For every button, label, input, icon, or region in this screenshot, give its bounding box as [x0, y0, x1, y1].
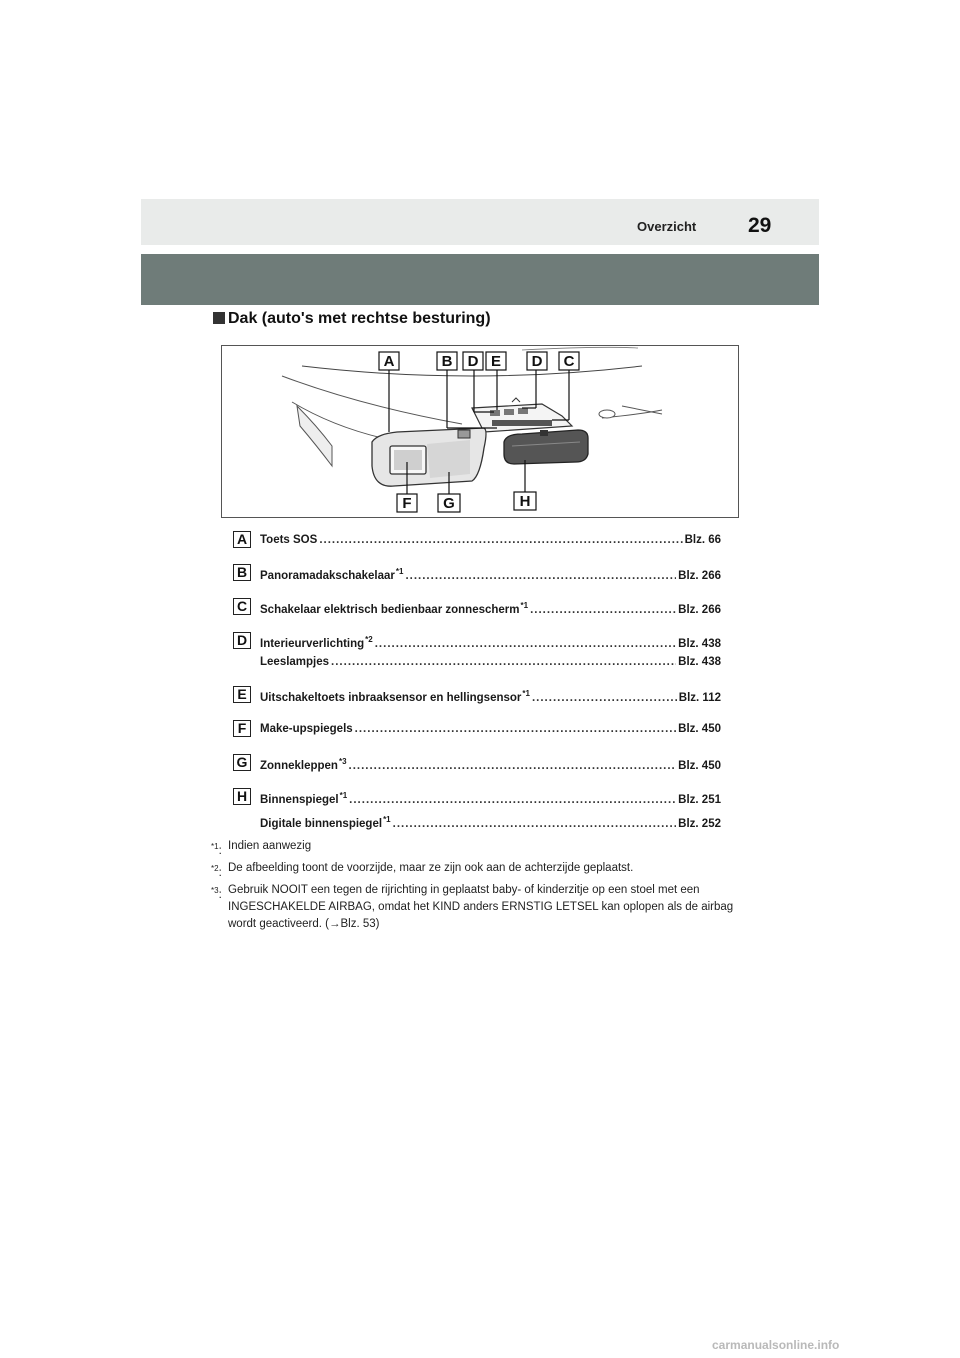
entry-row — [260, 656, 721, 672]
svg-text:F: F — [402, 495, 412, 512]
footnote-text: De afbeelding toont de voorzijde, maar ze zijn ook aan de achterzijde geplaatst. — [228, 862, 634, 874]
figure-label-g — [438, 494, 460, 512]
page-ref-link[interactable]: Blz. 450 — [678, 723, 721, 735]
figure-label-h — [514, 492, 536, 510]
watermark-text: carmanualsonline.info — [712, 1338, 840, 1352]
entry-text: Binnenspiegel$^{*1}$ — [260, 791, 348, 806]
entry-text: Interieurverlichting$^{*2}$ — [260, 635, 373, 650]
entry-row — [260, 815, 721, 831]
entry-text: Make-upspiegels — [260, 723, 353, 735]
entry-marker: A — [233, 531, 251, 548]
entry-row — [260, 601, 721, 617]
entry-marker: B — [233, 564, 251, 581]
header-section-title: Overzicht — [637, 219, 697, 234]
entry-marker: D — [233, 632, 251, 649]
entry-row — [260, 567, 721, 583]
svg-text:B: B — [441, 353, 453, 370]
dot-leader — [393, 818, 677, 830]
footnote-3 — [211, 882, 756, 933]
footnote-mark: $^{*1}$: — [211, 842, 222, 857]
entry-text: Schakelaar elektrisch bedienbaar zonnescherm$^{*1}$ — [260, 601, 529, 616]
entry-row — [260, 534, 721, 550]
page-ref-link[interactable]: Blz. 252 — [678, 818, 721, 830]
page-ref-link[interactable]: Blz. 266 — [678, 570, 721, 582]
svg-text:A: A — [383, 353, 395, 370]
svg-text:G: G — [443, 495, 455, 512]
entry-row — [260, 791, 721, 807]
entry-text: Panoramadakschakelaar$^{*1}$ — [260, 567, 404, 582]
figure-label-d-2 — [527, 352, 547, 370]
figure-label-c — [559, 352, 579, 370]
entry-marker: H — [233, 788, 251, 805]
entry-row — [260, 723, 721, 739]
entry-row — [260, 757, 721, 773]
chapter-band — [141, 254, 819, 305]
footnote-text: Gebruik NOOIT een tegen de rijrichting in geplaatst baby- of kinderzitje op een stoel met een INGESCHAKELDE AIRBAG, omdat het KIND anders ERNSTIG LETSEL kan oplopen als de airbag wordt geactiveerd. (→Blz. 53) — [228, 884, 734, 930]
figure-label-f — [397, 494, 417, 512]
section-heading-text: Dak (auto's met rechtse besturing) — [228, 310, 491, 327]
page-number: 29 — [748, 214, 772, 237]
entry-marker: G — [233, 754, 251, 771]
entry-text: Zonnekleppen$^{*3}$ — [260, 757, 347, 772]
svg-text:D: D — [467, 353, 479, 370]
entry-row — [260, 635, 721, 651]
entry-marker: F — [233, 720, 251, 737]
dot-leader — [405, 570, 676, 582]
figure-label-d-1 — [463, 352, 483, 370]
page-ref-link[interactable]: Blz. 266 — [678, 604, 721, 616]
roof-console-illustration — [222, 346, 738, 517]
svg-text:C: C — [563, 353, 575, 370]
page-ref-link[interactable]: Blz. 112 — [678, 692, 721, 704]
footnote-text: Indien aanwezig — [228, 840, 312, 852]
page-ref-link[interactable]: Blz. 438 — [678, 656, 721, 668]
dot-leader — [331, 656, 676, 668]
header-band — [141, 199, 819, 245]
entry-text: Digitale binnenspiegel$^{*1}$ — [260, 815, 391, 830]
figure-label-b — [437, 352, 457, 370]
entry-text: Leeslampjes — [260, 656, 330, 668]
entry-marker: C — [233, 598, 251, 615]
svg-text:D: D — [531, 353, 543, 370]
section-heading — [213, 310, 491, 328]
page-ref-link[interactable]: Blz. 450 — [678, 760, 721, 772]
page-ref-link[interactable]: Blz. 251 — [678, 794, 721, 806]
entry-row — [260, 689, 721, 705]
footnote-mark: $^{*3}$: — [211, 886, 222, 901]
dot-leader — [532, 692, 677, 704]
footnote-2 — [211, 860, 751, 877]
svg-text:E: E — [490, 353, 502, 370]
dot-leader — [349, 760, 677, 772]
entry-marker: E — [233, 686, 251, 703]
figure-label-a — [379, 352, 399, 370]
dot-leader — [319, 534, 682, 546]
entry-text: Uitschakeltoets inbraaksensor en hellingsensor$^{*1}$ — [260, 689, 530, 704]
footnote-1 — [211, 838, 751, 855]
figure-label-e — [486, 352, 506, 370]
page-ref-link[interactable]: Blz. 66 — [684, 534, 721, 546]
dot-leader — [375, 638, 676, 650]
footnote-mark: $^{*2}$: — [211, 864, 222, 879]
entry-text: Toets SOS — [260, 534, 318, 546]
dot-leader — [530, 604, 676, 616]
svg-text:H: H — [519, 493, 531, 510]
dot-leader — [355, 723, 677, 735]
dot-leader — [349, 794, 676, 806]
square-bullet-icon — [213, 312, 225, 324]
page-ref-link[interactable]: Blz. 438 — [678, 638, 721, 650]
roof-console-figure — [221, 345, 739, 518]
